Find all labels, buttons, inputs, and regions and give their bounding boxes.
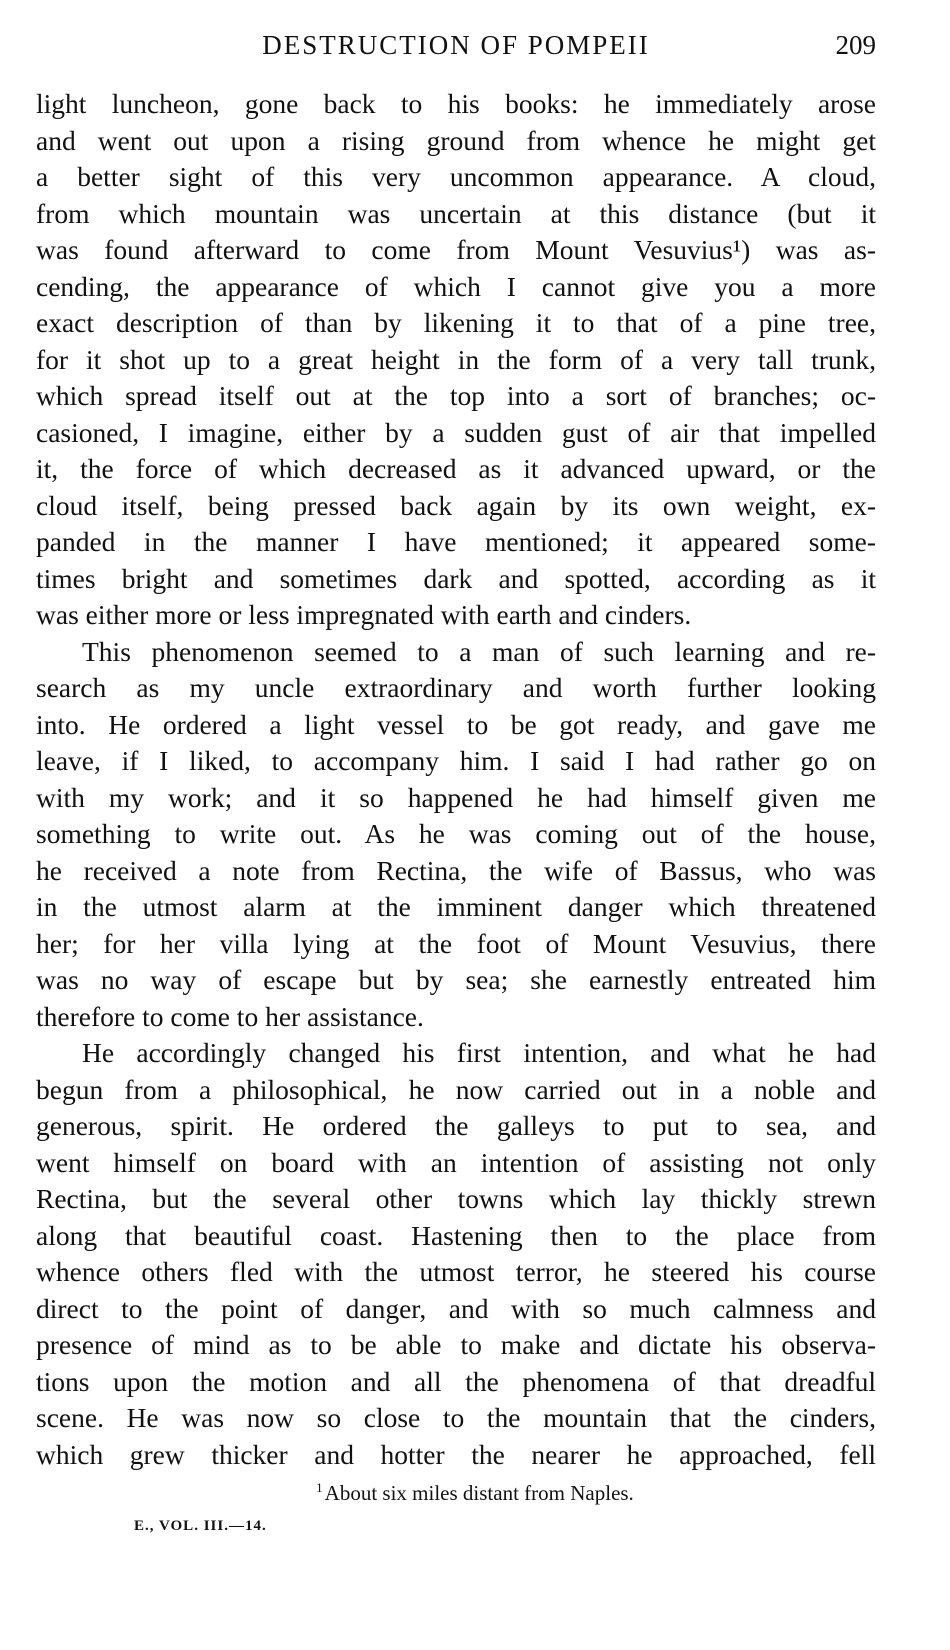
- text-line: tions upon the motion and all the phenomena of that dreadful: [36, 1365, 876, 1397]
- footnote-marker: 1: [316, 1480, 323, 1495]
- text-line: He accordingly changed his first intention, and what he had: [82, 1037, 876, 1068]
- text-line: therefore to come to her assistance.: [36, 1000, 424, 1032]
- text-line: was no way of escape but by sea; she earnestly entreated him: [36, 964, 876, 995]
- page-header: [36, 28, 876, 68]
- text-line: presence of mind as to be able to make and dictate his observa-: [36, 1329, 876, 1360]
- running-title: DESTRUCTION OF POMPEII: [262, 30, 650, 60]
- text-line: something to write out. As he was coming out of the house,: [36, 818, 876, 849]
- text-line: into. He ordered a light vessel to be got ready, and gave me: [36, 708, 876, 740]
- text-line: cloud itself, being pressed back again by its own weight, ex-: [36, 489, 876, 521]
- text-line: light luncheon, gone back to his books: he immediately arose: [36, 88, 876, 119]
- text-line: along that beautiful coast. Hastening then to the place from: [36, 1219, 876, 1251]
- text-line: for it shot up to a great height in the form of a very tall trunk,: [36, 343, 876, 375]
- text-line: whence others fled with the utmost terror, he steered his course: [36, 1256, 876, 1287]
- text-line: direct to the point of danger, and with so much calmness and: [36, 1292, 876, 1324]
- text-line: her; for her villa lying at the foot of Mount Vesuvius, there: [36, 927, 876, 959]
- text-line: Rectina, but the several other towns which lay thickly strewn: [36, 1183, 876, 1214]
- text-line: with my work; and it so happened he had himself given me: [36, 781, 876, 813]
- text-line: from which mountain was uncertain at this distance (but it: [36, 197, 876, 229]
- text-line: cending, the appearance of which I cannot give you a more: [36, 270, 876, 302]
- text-line: search as my uncle extraordinary and worth further looking: [36, 672, 876, 703]
- text-line: times bright and sometimes dark and spotted, according as it: [36, 562, 876, 594]
- text-line: exact description of than by likening it to that of a pine tree,: [36, 307, 876, 338]
- text-line: and went out upon a rising ground from whence he might get: [36, 124, 876, 156]
- text-line: he received a note from Rectina, the wife of Bassus, who was: [36, 854, 876, 886]
- text-line: leave, if I liked, to accompany him. I said I had rather go on: [36, 745, 876, 776]
- text-line: a better sight of this very uncommon appearance. A cloud,: [36, 161, 876, 192]
- text-line: begun from a philosophical, he now carried out in a noble and: [36, 1073, 876, 1105]
- footnote: [0, 1480, 950, 1506]
- footnote-text: About six miles distant from Naples.: [324, 1481, 634, 1505]
- text-line: in the utmost alarm at the imminent danger which threatened: [36, 891, 876, 922]
- printer-signature: E., VOL. III.—14.: [134, 1518, 267, 1534]
- text-line: scene. He was now so close to the mountain that the cinders,: [36, 1402, 876, 1433]
- text-line: panded in the manner I have mentioned; it appeared some-: [36, 526, 876, 557]
- text-line: was found afterward to come from Mount Vesuvius¹) was as-: [36, 234, 876, 265]
- text-line: This phenomenon seemed to a man of such learning and re-: [82, 635, 876, 667]
- text-line: casioned, I imagine, either by a sudden gust of air that impelled: [36, 416, 876, 448]
- text-line: it, the force of which decreased as it advanced upward, or the: [36, 453, 876, 484]
- body-text: [36, 86, 876, 1473]
- text-line: was either more or less impregnated with earth and cinders.: [36, 599, 692, 630]
- text-line: went himself on board with an intention of assisting not only: [36, 1146, 876, 1178]
- page-number: 209: [835, 30, 876, 60]
- text-line: generous, spirit. He ordered the galleys to put to sea, and: [36, 1110, 876, 1141]
- text-line: which spread itself out at the top into a sort of branches; oc-: [36, 380, 876, 411]
- text-line: which grew thicker and hotter the nearer he approached, fell: [36, 1438, 876, 1470]
